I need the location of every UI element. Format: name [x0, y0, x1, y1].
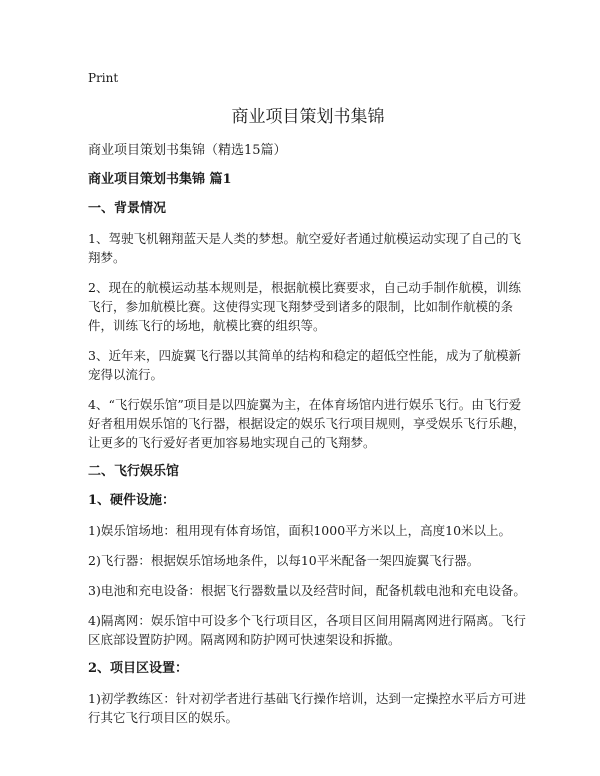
paragraph: 2、现在的航模运动基本规则是，根据航模比赛要求，自己动手制作航模，训练飞行，参加航模比赛。这使得实现飞翔梦受到诸多的限制，比如制作航模的条件，训练飞行的场地，航模比赛的组织等。: [88, 280, 521, 333]
paragraph: 3、近年来，四旋翼飞行器以其简单的结构和稳定的超低空性能，成为了航模新宠得以流行。: [88, 348, 521, 382]
subsection-heading-hardware: 1、硬件设施：: [88, 493, 176, 508]
article-heading: 商业项目策划书集锦 篇1: [88, 172, 232, 187]
section-heading-background: 一、背景情况: [88, 201, 167, 216]
paragraph: 1、驾驶飞机翱翔蓝天是人类的梦想。航空爱好者通过航模运动实现了自己的飞翔梦。: [88, 231, 521, 265]
section-heading-flight-hall: 二、飞行娱乐馆: [88, 464, 180, 479]
document-subtitle: 商业项目策划书集锦（精选15篇）: [88, 143, 287, 158]
paragraph: 4、“飞行娱乐馆”项目是以四旋翼为主，在体育场馆内进行娱乐飞行。由飞行爱好者租用娱乐馆的飞行器，根据设定的娱乐飞行项目规则，享受娱乐飞行乐趣，让更多的飞行爱好者更加容易地实现自己的飞翔梦。: [88, 397, 526, 450]
paragraph: 2)飞行器：根据娱乐馆场地条件，以每10平米配备一架四旋翼飞行器。: [88, 553, 480, 568]
paragraph: 3)电池和充电设备：根据飞行器数量以及经营时间，配备机载电池和充电设备。: [88, 583, 526, 598]
paragraph: 1)初学教练区：针对初学者进行基础飞行操作培训，达到一定操控水平后方可进行其它飞行项目区的娱乐。: [88, 691, 526, 725]
page-title: 商业项目策划书集锦: [231, 107, 385, 127]
subsection-heading-zones: 2、项目区设置：: [88, 661, 189, 676]
document-page: [88, 70, 528, 738]
print-link[interactable]: Print: [88, 71, 119, 85]
paragraph: 1)娱乐馆场地：租用现有体育场馆，面积1000平方米以上，高度10米以上。: [88, 523, 512, 538]
paragraph: 4)隔离网：娱乐馆中可设多个飞行项目区，各项目区间用隔离网进行隔离。飞行区底部设置防护网。隔离网和防护网可快速架设和拆撤。: [88, 613, 526, 647]
